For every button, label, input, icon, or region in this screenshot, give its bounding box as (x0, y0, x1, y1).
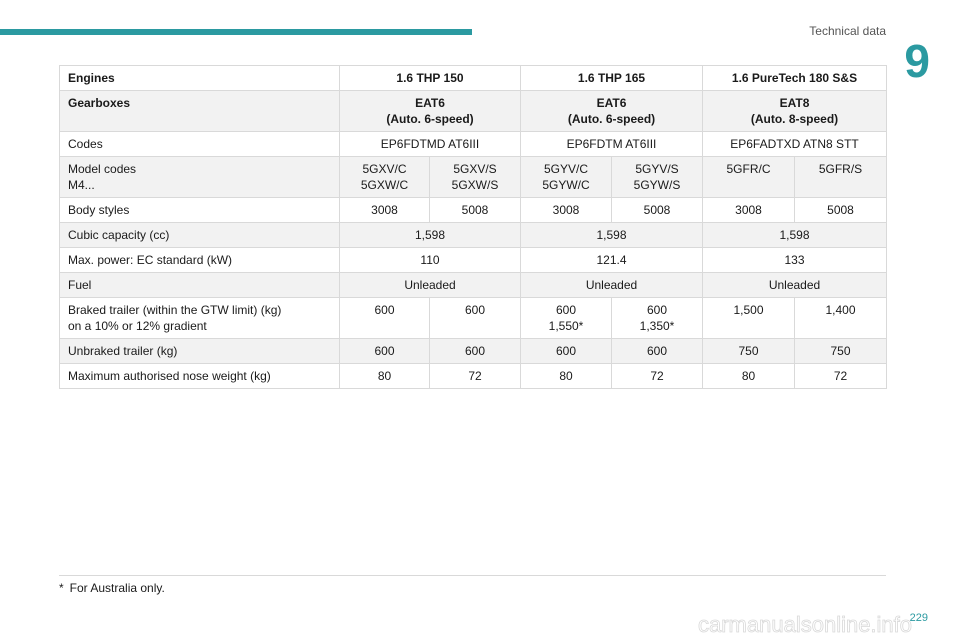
cell-line: 1,598 (779, 228, 810, 242)
footnote-mark: * (59, 581, 64, 595)
cell-line: 600 (646, 344, 668, 358)
cell-line: 80 (377, 369, 392, 383)
table-body (60, 66, 887, 389)
cell-line: 133 (784, 253, 805, 267)
cell-line: 1.6 PureTech 180 S&S (731, 71, 858, 85)
cell-line: 600 (555, 344, 577, 358)
watermark-logo (698, 610, 928, 638)
table-cell (340, 66, 521, 91)
section-title: Technical data (809, 24, 886, 38)
table-cell (703, 339, 795, 364)
cell-line: 80 (741, 369, 756, 383)
table-row (60, 198, 887, 223)
table-cell (521, 248, 703, 273)
table-cell (521, 132, 703, 157)
cell-line: 600 (374, 344, 395, 358)
row-label-line: Engines (68, 71, 115, 85)
table-cell (430, 364, 521, 389)
cell-line: 1.6 THP 165 (577, 71, 646, 85)
row-label (60, 364, 340, 389)
cell-line: 5GXW/S (451, 178, 499, 192)
footnote-divider (59, 575, 886, 576)
cell-line: 600 (374, 303, 395, 317)
row-label-line: Model codes (68, 162, 137, 176)
row-label (60, 339, 340, 364)
table-cell (430, 157, 521, 198)
cell-line: 72 (650, 369, 664, 383)
cell-line: 5GFR/C (726, 162, 771, 176)
row-label (60, 198, 340, 223)
table-cell (795, 157, 887, 198)
table-row (60, 298, 887, 339)
table-row (60, 157, 887, 198)
table-cell (795, 364, 887, 389)
watermark-text: carmanualsonline.info (698, 612, 913, 637)
table-cell (703, 91, 887, 132)
footnote-text: For Australia only. (69, 581, 165, 595)
table-cell (703, 223, 887, 248)
cell-line: 5008 (643, 203, 671, 217)
cell-line: 1,550* (548, 319, 584, 333)
row-label-line: Braked trailer (within the GTW limit) (kg) (68, 303, 282, 317)
cell-line: 750 (830, 344, 851, 358)
table-cell (340, 132, 521, 157)
table-cell (340, 339, 430, 364)
table-cell (521, 91, 703, 132)
cell-line: 110 (420, 253, 440, 267)
cell-line: 1,400 (825, 303, 856, 317)
technical-data-table (59, 65, 887, 389)
table-cell (703, 298, 795, 339)
table-row (60, 132, 887, 157)
cell-line: 1.6 THP 150 (396, 71, 464, 85)
table-cell (703, 66, 887, 91)
cell-line: 5GYV/C (543, 162, 588, 176)
cell-line: 5GYW/C (542, 178, 590, 192)
table-cell (703, 157, 795, 198)
cell-line: 600 (464, 303, 486, 317)
table-cell (430, 198, 521, 223)
cell-line: 3008 (735, 203, 762, 217)
table-row (60, 364, 887, 389)
cell-line: (Auto. 6-speed) (386, 112, 474, 126)
row-label (60, 66, 340, 91)
table-cell (430, 298, 521, 339)
cell-line: (Auto. 6-speed) (567, 112, 656, 126)
cell-line: EP6FADTXD ATN8 STT (730, 137, 859, 151)
table-cell (703, 248, 887, 273)
cell-line: 600 (555, 303, 577, 317)
cell-line: 5GYW/S (633, 178, 681, 192)
page-number: 229 (909, 612, 928, 624)
table-cell (703, 198, 795, 223)
table-cell (340, 91, 521, 132)
table-cell (612, 157, 703, 198)
cell-line: 5GXV/C (362, 162, 407, 176)
row-label-line: Body styles (68, 203, 130, 217)
row-label (60, 248, 340, 273)
row-label-line: Max. power: EC standard (kW) (68, 253, 233, 267)
cell-line: 1,598 (596, 228, 627, 242)
row-label (60, 91, 340, 132)
row-label-line: Maximum authorised nose weight (kg) (68, 369, 271, 383)
table-row (60, 223, 887, 248)
table-cell (340, 273, 521, 298)
table-cell (340, 248, 521, 273)
row-label-line: Cubic capacity (cc) (68, 228, 170, 242)
row-label-line: on a 10% or 12% gradient (68, 319, 207, 333)
table-cell (612, 339, 703, 364)
cell-line: 80 (559, 369, 573, 383)
row-label-line: Unbraked trailer (kg) (68, 344, 178, 358)
cell-line: 1,598 (414, 228, 446, 242)
table-cell (340, 364, 430, 389)
row-label-line: Fuel (68, 278, 92, 292)
cell-line: 72 (468, 369, 482, 383)
row-label (60, 223, 340, 248)
table-cell (795, 298, 887, 339)
cell-line: EP6FDTMD AT6III (380, 137, 480, 151)
footnote (59, 581, 165, 595)
table-cell (521, 364, 612, 389)
cell-line: EP6FDTM AT6III (566, 137, 657, 151)
cell-line: 5008 (827, 203, 854, 217)
cell-line: Unleaded (768, 278, 821, 292)
table-row (60, 248, 887, 273)
cell-line: 750 (738, 344, 759, 358)
table-cell (703, 364, 795, 389)
table-cell (703, 273, 887, 298)
table-cell (521, 339, 612, 364)
cell-line: EAT6 (415, 96, 445, 110)
cell-line: 600 (464, 344, 486, 358)
row-label (60, 157, 340, 198)
row-label-line: Codes (68, 137, 103, 151)
table-cell (521, 223, 703, 248)
cell-line: 3008 (371, 203, 398, 217)
table-row (60, 91, 887, 132)
header-accent-bar (0, 29, 472, 35)
table-cell (340, 198, 430, 223)
cell-line: 5GXW/C (360, 178, 409, 192)
table-row (60, 339, 887, 364)
table-cell (521, 66, 703, 91)
table-cell (340, 223, 521, 248)
cell-line: 72 (833, 369, 848, 383)
cell-line: 5GYV/S (635, 162, 679, 176)
table-cell (795, 198, 887, 223)
cell-line: 600 (646, 303, 668, 317)
table-cell (521, 157, 612, 198)
table-cell (521, 273, 703, 298)
cell-line: 3008 (552, 203, 580, 217)
cell-line: 5GFR/S (818, 162, 863, 176)
table-row (60, 66, 887, 91)
cell-line: Unleaded (404, 278, 456, 292)
cell-line: Unleaded (585, 278, 638, 292)
chapter-number: 9 (904, 35, 930, 87)
table-cell (430, 339, 521, 364)
table-cell (795, 339, 887, 364)
row-label (60, 132, 340, 157)
table-cell (340, 157, 430, 198)
table-cell (521, 198, 612, 223)
table-cell (703, 132, 887, 157)
table-row (60, 273, 887, 298)
table-cell (612, 198, 703, 223)
cell-line: 5GXV/S (453, 162, 497, 176)
table-cell (521, 298, 612, 339)
table-cell (612, 298, 703, 339)
cell-line: (Auto. 8-speed) (750, 112, 839, 126)
cell-line: 121.4 (596, 253, 627, 267)
table-cell (612, 364, 703, 389)
cell-line: 1,350* (639, 319, 675, 333)
row-label (60, 273, 340, 298)
watermark-graphic (698, 610, 928, 638)
cell-line: EAT8 (779, 96, 810, 110)
cell-line: EAT6 (596, 96, 627, 110)
row-label-line: M4... (68, 178, 95, 192)
cell-line: 5008 (461, 203, 489, 217)
row-label (60, 298, 340, 339)
cell-line: 1,500 (733, 303, 764, 317)
table-cell (340, 298, 430, 339)
row-label-line: Gearboxes (68, 96, 131, 110)
